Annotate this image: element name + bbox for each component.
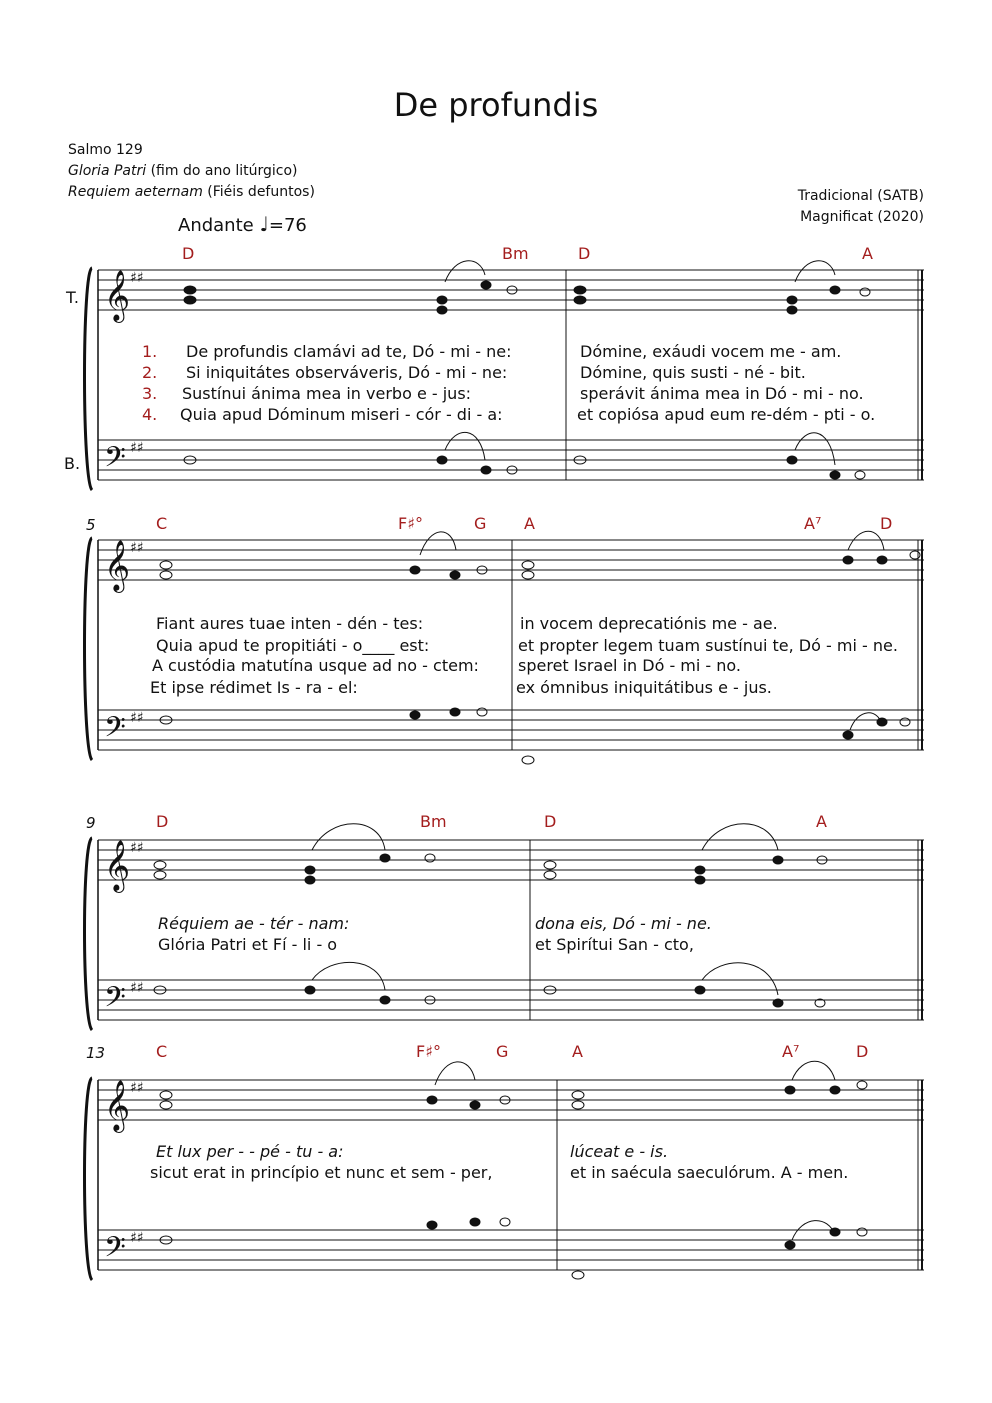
chord-symbol: F♯° [398,514,423,533]
chord-symbol: D [880,514,893,533]
chord-symbol: A⁷ [804,514,822,533]
verse-number: 1. [142,342,158,361]
tenor-staff-3 [98,840,924,880]
sharp-icon: ♯♯ [130,980,144,996]
chord-symbol: D [544,812,557,831]
chord-symbol: F♯° [416,1042,441,1061]
lyric-line: ex ómnibus iniquitátibus e - jus. [516,678,772,697]
sharp-icon: ♯♯ [130,440,144,456]
measure-number: 9 [86,814,96,832]
source-label: Magnificat (2020) [800,209,924,225]
treble-clef-icon: 𝄞 [104,1080,131,1131]
lyric-line: sicut erat in princípio et nunc et sem - per, [150,1163,493,1182]
lyric-line: Dómine, exáudi vocem me - am. [580,342,842,361]
sharp-icon: ♯♯ [130,840,144,856]
lyric-line: Et lux per - - pé - tu - a: [156,1142,344,1161]
lyric-line: et Spirítui San - cto, [535,935,694,954]
measure-number: 5 [86,516,96,534]
measure-number: 13 [86,1044,106,1062]
lyric-line: et copiósa apud eum re-dém - pti - o. [577,405,876,424]
chord-symbol: A [816,812,827,831]
bass-clef-icon: 𝄢 [104,441,126,481]
tempo-value: =76 [268,215,307,236]
bass-clef-icon: 𝄢 [104,711,126,751]
sharp-icon: ♯♯ [130,710,144,726]
tenor-label: T. [66,288,79,307]
treble-clef-icon: 𝄞 [104,840,131,891]
bass-staff-3 [98,980,924,1020]
chord-symbol: D [156,812,169,831]
tenor-staff-2 [98,540,924,580]
chord-symbol: A⁷ [782,1042,800,1061]
lyric-line: dona eis, Dó - mi - ne. [535,914,712,933]
sharp-icon: ♯♯ [130,540,144,556]
gloria-note: (fim do ano litúrgico) [146,163,298,179]
requiem-note: (Fiéis defuntos) [202,184,315,200]
bass-clef-icon: 𝄢 [104,1231,126,1271]
chord-symbol: D [578,244,591,263]
lyric-line: Si iniquitátes observáveris, Dó - mi - ne: [186,363,508,382]
chord-symbol: A [862,244,873,263]
page-title: De profundis [393,86,599,124]
sharp-icon: ♯♯ [130,1230,144,1246]
tradition-label: Tradicional (SATB) [797,188,924,204]
lyric-line: Fiant aures tuae inten - dén - tes: [156,614,424,633]
chord-symbol: Bm [420,812,447,831]
lyric-line: Réquiem ae - tér - nam: [158,914,350,933]
chord-symbol: D [182,244,195,263]
lyric-line: Sustínui ánima mea in verbo e - jus: [182,384,472,403]
lyric-line: in vocem deprecatiónis me - ae. [520,614,778,633]
chord-symbol: A [524,514,535,533]
treble-clef-icon: 𝄞 [104,270,131,321]
verse-number: 2. [142,363,158,382]
sharp-icon: ♯♯ [130,1080,144,1096]
chord-symbol: D [856,1042,869,1061]
lyric-line: A custódia matutína usque ad no - ctem: [152,656,479,675]
requiem-label: Requiem aeternam [68,184,203,200]
bass-label: B. [64,454,81,473]
chord-symbol: A [572,1042,583,1061]
sharp-icon: ♯♯ [130,270,144,286]
lyric-line: et in saécula saeculórum. A - men. [570,1163,849,1182]
verse-number: 4. [142,405,158,424]
tenor-staff-4 [98,1080,924,1120]
chord-symbol: G [496,1042,509,1061]
tempo-label: Andante [178,215,254,236]
chord-symbol: C [156,514,168,533]
treble-clef-icon: 𝄞 [104,540,131,591]
psalm-label: Salmo 129 [68,142,143,158]
lyric-line: speret Israel in Dó - mi - no. [518,656,742,675]
lyric-line: Quia apud Dóminum miseri - cór - di - a: [180,405,503,424]
lyric-line: De profundis clamávi ad te, Dó - mi - ne: [186,342,512,361]
chord-symbol: G [474,514,487,533]
bass-staff-2 [98,710,924,750]
quarter-note-icon: ♩ [259,212,269,236]
bass-staff-4 [98,1230,924,1270]
lyric-line: sperávit ánima mea in Dó - mi - no. [580,384,864,403]
gloria-label: Gloria Patri [68,163,147,179]
lyric-line: lúceat e - is. [570,1142,669,1161]
lyric-line: Glória Patri et Fí - li - o [158,935,338,954]
tenor-staff-1 [98,270,924,310]
chord-symbol: C [156,1042,168,1061]
lyric-line: Et ipse rédimet Is - ra - el: [150,678,358,697]
lyric-line: et propter legem tuam sustínui te, Dó - mi - ne. [518,636,898,655]
lyric-line: Quia apud te propitiáti - o____ est: [156,636,430,655]
bass-clef-icon: 𝄢 [104,981,126,1021]
chord-symbol: Bm [502,244,529,263]
verse-number: 3. [142,384,158,403]
lyric-line: Dómine, quis susti - né - bit. [580,363,806,382]
